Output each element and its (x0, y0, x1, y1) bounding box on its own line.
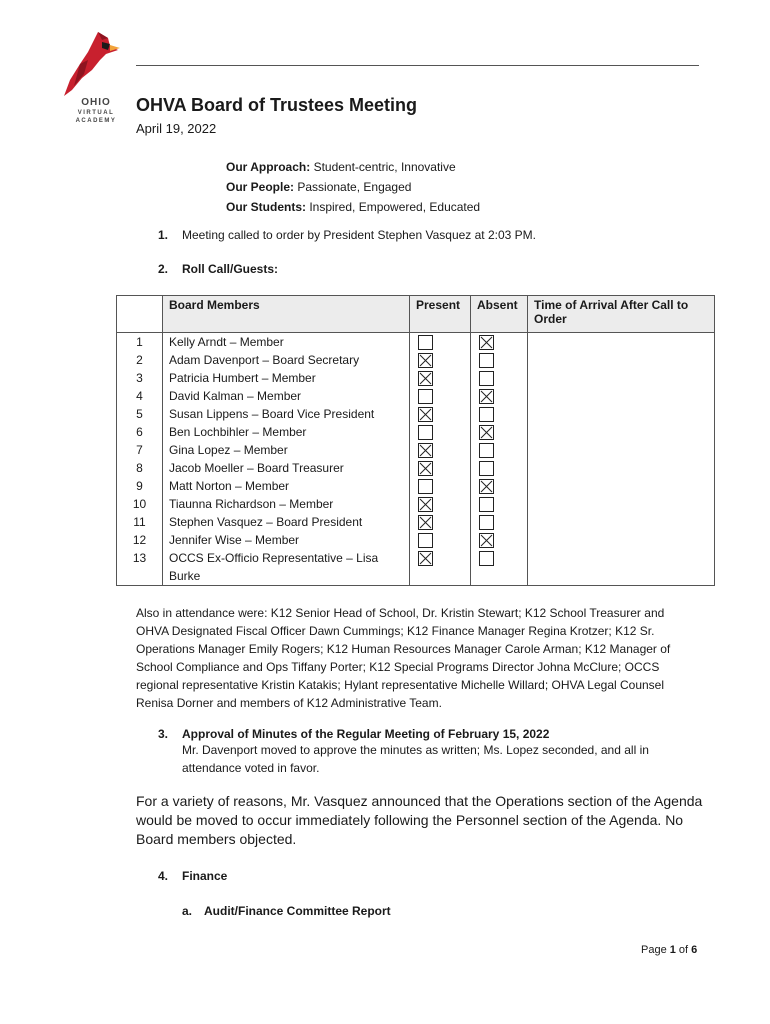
table-row (117, 549, 715, 586)
present-checkbox-checked[interactable] (418, 515, 433, 530)
row-number: 7 (117, 441, 163, 459)
absent-checkbox[interactable] (479, 461, 494, 476)
agenda-item-4: 4. Finance (158, 869, 228, 883)
member-name: Gina Lopez – Member (163, 441, 410, 459)
page-footer: Page 1 of 6 (641, 944, 698, 956)
present-checkbox-checked[interactable] (418, 443, 433, 458)
table-row (117, 477, 715, 495)
absent-checkbox-checked[interactable] (479, 425, 494, 440)
arrival-time-cell (528, 477, 715, 495)
absent-checkbox-checked[interactable] (479, 389, 494, 404)
header-rule (136, 65, 699, 66)
row-number: 1 (117, 333, 163, 352)
roll-call-table (116, 295, 715, 586)
table-row (117, 333, 715, 352)
arrival-time-cell (528, 459, 715, 477)
approach-line: Our Approach: Student-centric, Innovative (226, 160, 456, 174)
agenda-item-1: 1. Meeting called to order by President Stephen Vasquez at 2:03 PM. (158, 228, 536, 242)
present-cell (410, 369, 471, 387)
absent-cell (471, 495, 528, 513)
row-number: 10 (117, 495, 163, 513)
arrival-time-cell (528, 531, 715, 549)
arrival-time-cell (528, 333, 715, 352)
table-row (117, 387, 715, 405)
absent-checkbox-checked[interactable] (479, 533, 494, 548)
arrival-time-cell (528, 387, 715, 405)
present-checkbox-checked[interactable] (418, 551, 433, 566)
present-checkbox-checked[interactable] (418, 353, 433, 368)
page-title: OHVA Board of Trustees Meeting (136, 95, 418, 115)
arrival-time-cell (528, 369, 715, 387)
member-name: Stephen Vasquez – Board President (163, 513, 410, 531)
table-row (117, 441, 715, 459)
member-name: Jennifer Wise – Member (163, 531, 410, 549)
row-number: 9 (117, 477, 163, 495)
table-row (117, 423, 715, 441)
row-number: 8 (117, 459, 163, 477)
member-name: Jacob Moeller – Board Treasurer (163, 459, 410, 477)
agenda-item-4a: a. Audit/Finance Committee Report (182, 904, 391, 918)
table-row (117, 351, 715, 369)
absent-checkbox[interactable] (479, 497, 494, 512)
present-checkbox[interactable] (418, 335, 433, 350)
arrival-time-cell (528, 495, 715, 513)
row-number: 6 (117, 423, 163, 441)
absent-checkbox[interactable] (479, 407, 494, 422)
absent-cell (471, 477, 528, 495)
present-cell (410, 405, 471, 423)
present-checkbox-checked[interactable] (418, 407, 433, 422)
absent-checkbox[interactable] (479, 515, 494, 530)
present-cell (410, 333, 471, 352)
approach-block (226, 157, 480, 217)
present-checkbox[interactable] (418, 425, 433, 440)
header-absent: Absent (471, 296, 528, 333)
present-cell (410, 459, 471, 477)
meeting-date: April 19, 2022 (136, 121, 217, 136)
agenda-change-paragraph: For a variety of reasons, Mr. Vasquez announced that the Operations section of the Agenda would be moved to occur immediately following the Personnel section of the Agenda. No Board members objected. (136, 793, 703, 847)
member-name: OCCS Ex-Officio Representative – Lisa Burke (163, 549, 410, 586)
attendance-paragraph: Also in attendance were: K12 Senior Head of School, Dr. Kristin Stewart; K12 School Treasurer and OHVA Designated Fiscal Officer Dawn Cummings; K12 Finance Manager Regina Krotzer; K12 Sr. Operations Manager Emily Rogers; K12 Human Resources Manager Carole Arman; K12 Manager of School Compliance and Ops Tiffany Porter; K12 Special Programs Director Johna McClure; OCCS regional representative Kristin Katakis; Hylant representative Michelle Willard; OHVA Legal Counsel Renisa Dorner and members of K12 Administrative Team. (136, 606, 671, 710)
present-cell (410, 531, 471, 549)
row-number: 4 (117, 387, 163, 405)
absent-checkbox[interactable] (479, 551, 494, 566)
arrival-time-cell (528, 405, 715, 423)
header-board-members: Board Members (163, 296, 410, 333)
table-row (117, 369, 715, 387)
present-cell (410, 441, 471, 459)
present-checkbox[interactable] (418, 533, 433, 548)
member-name: Ben Lochbihler – Member (163, 423, 410, 441)
row-number: 13 (117, 549, 163, 586)
member-name: Kelly Arndt – Member (163, 333, 410, 352)
absent-cell (471, 459, 528, 477)
absent-cell (471, 387, 528, 405)
absent-cell (471, 333, 528, 352)
row-number: 11 (117, 513, 163, 531)
table-row (117, 459, 715, 477)
present-checkbox[interactable] (418, 479, 433, 494)
absent-checkbox[interactable] (479, 353, 494, 368)
agenda-item-3: 3. Approval of Minutes of the Regular Meeting of February 15, 2022 Mr. Davenport moved to approve the minutes as written; Ms. Lopez seconded, and all in attendance voted in favor. (158, 727, 702, 777)
logo-line-virtual: VIRTUAL (77, 110, 115, 116)
arrival-time-cell (528, 441, 715, 459)
logo-line-ohio: OHIO (81, 97, 111, 108)
present-cell (410, 351, 471, 369)
absent-cell (471, 423, 528, 441)
row-number: 5 (117, 405, 163, 423)
member-name: Patricia Humbert – Member (163, 369, 410, 387)
students-line: Our Students: Inspired, Empowered, Educated (226, 200, 481, 214)
row-number: 12 (117, 531, 163, 549)
header-present: Present (410, 296, 471, 333)
header-arrival: Time of Arrival After Call to Order (528, 296, 715, 333)
arrival-time-cell (528, 513, 715, 531)
member-name: Tiaunna Richardson – Member (163, 495, 410, 513)
absent-checkbox-checked[interactable] (479, 479, 494, 494)
table-row (117, 405, 715, 423)
absent-cell (471, 549, 528, 586)
arrival-time-cell (528, 423, 715, 441)
member-name: Susan Lippens – Board Vice President (163, 405, 410, 423)
present-cell (410, 549, 471, 586)
agenda-item-2: 2. Roll Call/Guests: (158, 262, 279, 276)
people-line: Our People: Passionate, Engaged (226, 180, 412, 194)
row-number: 2 (117, 351, 163, 369)
absent-checkbox[interactable] (479, 443, 494, 458)
present-cell (410, 423, 471, 441)
present-cell (410, 477, 471, 495)
member-name: David Kalman – Member (163, 387, 410, 405)
present-checkbox-checked[interactable] (418, 371, 433, 386)
table-row (117, 495, 715, 513)
absent-cell (471, 405, 528, 423)
absent-cell (471, 369, 528, 387)
present-checkbox-checked[interactable] (418, 461, 433, 476)
member-name: Adam Davenport – Board Secretary (163, 351, 410, 369)
arrival-time-cell (528, 549, 715, 586)
absent-cell (471, 531, 528, 549)
absent-cell (471, 351, 528, 369)
absent-cell (471, 513, 528, 531)
absent-cell (471, 441, 528, 459)
present-checkbox-checked[interactable] (418, 497, 433, 512)
absent-checkbox[interactable] (479, 371, 494, 386)
row-number: 3 (117, 369, 163, 387)
table-row (117, 531, 715, 549)
present-cell (410, 495, 471, 513)
present-cell (410, 387, 471, 405)
arrival-time-cell (528, 351, 715, 369)
member-name: Matt Norton – Member (163, 477, 410, 495)
present-cell (410, 513, 471, 531)
logo-wordmark (66, 98, 126, 124)
logo-line-academy: ACADEMY (75, 118, 117, 124)
present-checkbox[interactable] (418, 389, 433, 404)
table-header-row (117, 296, 715, 333)
item-3-detail: Mr. Davenport moved to approve the minutes as written; Ms. Lopez seconded, and all in attendance voted in favor. (182, 743, 649, 775)
absent-checkbox-checked[interactable] (479, 335, 494, 350)
table-row (117, 513, 715, 531)
